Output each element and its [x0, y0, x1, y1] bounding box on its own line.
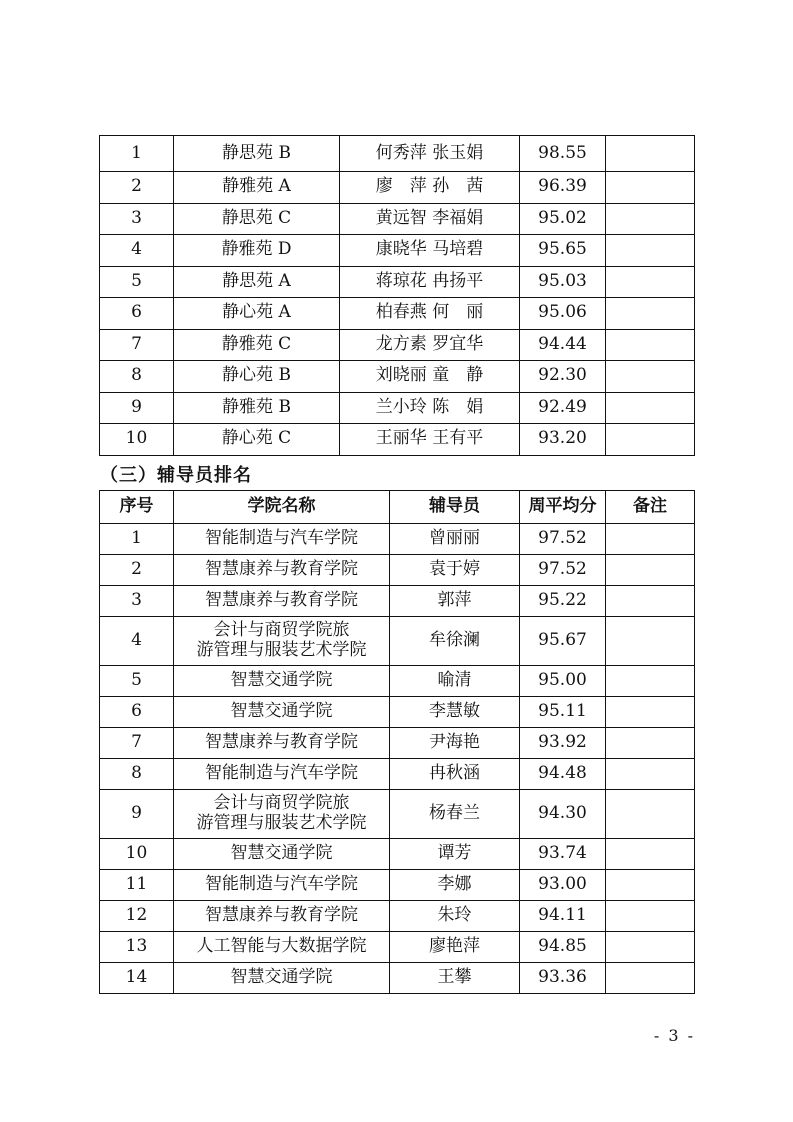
cell-note	[606, 697, 695, 728]
cell-dorm: 静雅苑 B	[174, 392, 340, 424]
college-name-line: 智能制造与汽车学院	[205, 874, 358, 895]
cell-counselor: 牟徐澜	[390, 617, 520, 666]
cell-dorm: 静雅苑 A	[174, 172, 340, 204]
cell-dorm: 静心苑 A	[174, 298, 340, 330]
cell-dorm: 静雅苑 D	[174, 235, 340, 267]
section-heading: （三）辅导员排名	[100, 465, 252, 486]
cell-college	[174, 697, 390, 728]
cell-dorm: 静心苑 B	[174, 361, 340, 393]
cell-score: 93.74	[520, 839, 606, 870]
cell-dorm: 静思苑 C	[174, 203, 340, 235]
cell-note	[606, 392, 695, 424]
cell-counselor: 袁于婷	[390, 555, 520, 586]
cell-counselor: 李慧敏	[390, 697, 520, 728]
table-row	[100, 329, 695, 361]
cell-no: 14	[100, 963, 174, 994]
cell-college	[174, 555, 390, 586]
cell-note	[606, 790, 695, 839]
cell-no: 9	[100, 790, 174, 839]
cell-score: 94.11	[520, 901, 606, 932]
cell-no: 6	[100, 697, 174, 728]
cell-no: 6	[100, 298, 174, 330]
cell-names: 兰小玲 陈 娟	[340, 392, 520, 424]
table-row	[100, 759, 695, 790]
cell-no: 12	[100, 901, 174, 932]
table-row	[100, 697, 695, 728]
header-counselor: 辅导员	[390, 491, 520, 524]
cell-college	[174, 932, 390, 963]
table-row	[100, 555, 695, 586]
college-name-line: 智慧康养与教育学院	[205, 732, 358, 753]
cell-score: 98.55	[520, 136, 606, 172]
table-row	[100, 870, 695, 901]
cell-no: 1	[100, 524, 174, 555]
cell-score: 95.02	[520, 203, 606, 235]
header-note: 备注	[606, 491, 695, 524]
cell-counselor: 尹海艳	[390, 728, 520, 759]
cell-no: 2	[100, 555, 174, 586]
cell-college	[174, 901, 390, 932]
cell-score: 95.22	[520, 586, 606, 617]
cell-names: 龙方素 罗宜华	[340, 329, 520, 361]
cell-names: 黄远智 李福娟	[340, 203, 520, 235]
cell-note	[606, 361, 695, 393]
cell-score: 94.44	[520, 329, 606, 361]
cell-no: 10	[100, 839, 174, 870]
cell-college	[174, 666, 390, 697]
cell-note	[606, 963, 695, 994]
cell-no: 7	[100, 728, 174, 759]
cell-no: 5	[100, 266, 174, 298]
cell-note	[606, 235, 695, 267]
cell-counselor: 曾丽丽	[390, 524, 520, 555]
table-row	[100, 203, 695, 235]
table-row	[100, 524, 695, 555]
cell-no: 13	[100, 932, 174, 963]
dorm-ranking-table	[99, 135, 695, 456]
cell-no: 3	[100, 203, 174, 235]
cell-score: 94.48	[520, 759, 606, 790]
cell-score: 97.52	[520, 555, 606, 586]
cell-college	[174, 524, 390, 555]
table-row	[100, 424, 695, 456]
table-row	[100, 136, 695, 172]
cell-no: 2	[100, 172, 174, 204]
table-row	[100, 298, 695, 330]
cell-counselor: 廖艳萍	[390, 932, 520, 963]
cell-note	[606, 266, 695, 298]
cell-note	[606, 728, 695, 759]
cell-score: 94.30	[520, 790, 606, 839]
cell-dorm: 静心苑 C	[174, 424, 340, 456]
header-college: 学院名称	[174, 491, 390, 524]
cell-college	[174, 617, 390, 666]
cell-note	[606, 617, 695, 666]
cell-no: 3	[100, 586, 174, 617]
table-row	[100, 266, 695, 298]
table-row	[100, 963, 695, 994]
cell-college	[174, 759, 390, 790]
cell-counselor: 王攀	[390, 963, 520, 994]
cell-note	[606, 172, 695, 204]
cell-counselor: 杨春兰	[390, 790, 520, 839]
table-row	[100, 586, 695, 617]
header-no: 序号	[100, 491, 174, 524]
header-score: 周平均分	[520, 491, 606, 524]
college-name-line: 智慧康养与教育学院	[205, 590, 358, 611]
cell-note	[606, 666, 695, 697]
cell-no: 9	[100, 392, 174, 424]
cell-score: 95.65	[520, 235, 606, 267]
cell-note	[606, 932, 695, 963]
cell-note	[606, 524, 695, 555]
cell-note	[606, 298, 695, 330]
cell-counselor: 李娜	[390, 870, 520, 901]
college-name-line: 游管理与服装艺术学院	[196, 813, 367, 833]
cell-dorm: 静思苑 A	[174, 266, 340, 298]
table-row	[100, 901, 695, 932]
table-header-row	[100, 491, 695, 524]
cell-note	[606, 555, 695, 586]
college-name-line: 智能制造与汽车学院	[205, 528, 358, 549]
cell-score: 95.67	[520, 617, 606, 666]
page-number: - 3 -	[653, 1026, 695, 1045]
cell-no: 8	[100, 759, 174, 790]
counselor-ranking-table	[99, 490, 695, 994]
cell-note	[606, 424, 695, 456]
cell-score: 93.20	[520, 424, 606, 456]
college-name-line: 智慧交通学院	[230, 670, 333, 691]
table-row	[100, 790, 695, 839]
cell-college	[174, 839, 390, 870]
cell-names: 康晓华 马培碧	[340, 235, 520, 267]
cell-score: 97.52	[520, 524, 606, 555]
cell-no: 7	[100, 329, 174, 361]
table-row	[100, 728, 695, 759]
cell-score: 95.06	[520, 298, 606, 330]
cell-no: 8	[100, 361, 174, 393]
table-row	[100, 932, 695, 963]
cell-college	[174, 728, 390, 759]
college-name-line: 智慧交通学院	[230, 843, 333, 864]
cell-names: 蒋琼花 冉扬平	[340, 266, 520, 298]
college-name-line: 人工智能与大数据学院	[196, 936, 367, 957]
cell-counselor: 郭萍	[390, 586, 520, 617]
cell-score: 93.92	[520, 728, 606, 759]
cell-note	[606, 136, 695, 172]
college-name-line: 游管理与服装艺术学院	[196, 640, 367, 660]
college-name-line: 智慧康养与教育学院	[205, 559, 358, 580]
cell-note	[606, 203, 695, 235]
college-name-line: 智慧交通学院	[230, 967, 333, 988]
cell-score: 95.03	[520, 266, 606, 298]
cell-note	[606, 329, 695, 361]
table-row	[100, 617, 695, 666]
cell-names: 柏春燕 何 丽	[340, 298, 520, 330]
cell-score: 92.30	[520, 361, 606, 393]
cell-no: 4	[100, 235, 174, 267]
cell-note	[606, 839, 695, 870]
college-name-line: 智能制造与汽车学院	[205, 763, 358, 784]
college-name-line: 智慧康养与教育学院	[205, 905, 358, 926]
table-row	[100, 235, 695, 267]
cell-score: 95.00	[520, 666, 606, 697]
cell-note	[606, 901, 695, 932]
table-row	[100, 172, 695, 204]
cell-score: 93.00	[520, 870, 606, 901]
cell-college	[174, 963, 390, 994]
cell-score: 92.49	[520, 392, 606, 424]
table-row	[100, 666, 695, 697]
cell-dorm: 静雅苑 C	[174, 329, 340, 361]
cell-score: 96.39	[520, 172, 606, 204]
cell-note	[606, 870, 695, 901]
cell-counselor: 朱玲	[390, 901, 520, 932]
cell-names: 廖 萍 孙 茜	[340, 172, 520, 204]
cell-names: 何秀萍 张玉娟	[340, 136, 520, 172]
table-row	[100, 839, 695, 870]
cell-counselor: 喻清	[390, 666, 520, 697]
cell-score: 95.11	[520, 697, 606, 728]
cell-note	[606, 586, 695, 617]
table-row	[100, 361, 695, 393]
cell-no: 4	[100, 617, 174, 666]
cell-no: 11	[100, 870, 174, 901]
cell-note	[606, 759, 695, 790]
cell-no: 10	[100, 424, 174, 456]
cell-names: 刘晓丽 童 静	[340, 361, 520, 393]
cell-college	[174, 790, 390, 839]
cell-college	[174, 586, 390, 617]
college-name-line: 会计与商贸学院旅	[213, 620, 350, 641]
cell-dorm: 静思苑 B	[174, 136, 340, 172]
cell-college	[174, 870, 390, 901]
cell-no: 5	[100, 666, 174, 697]
cell-counselor: 冉秋涵	[390, 759, 520, 790]
table-row	[100, 392, 695, 424]
college-name-line: 智慧交通学院	[230, 701, 333, 722]
college-name-line: 会计与商贸学院旅	[213, 793, 350, 814]
cell-counselor: 谭芳	[390, 839, 520, 870]
cell-score: 94.85	[520, 932, 606, 963]
cell-score: 93.36	[520, 963, 606, 994]
cell-no: 1	[100, 136, 174, 172]
cell-names: 王丽华 王有平	[340, 424, 520, 456]
